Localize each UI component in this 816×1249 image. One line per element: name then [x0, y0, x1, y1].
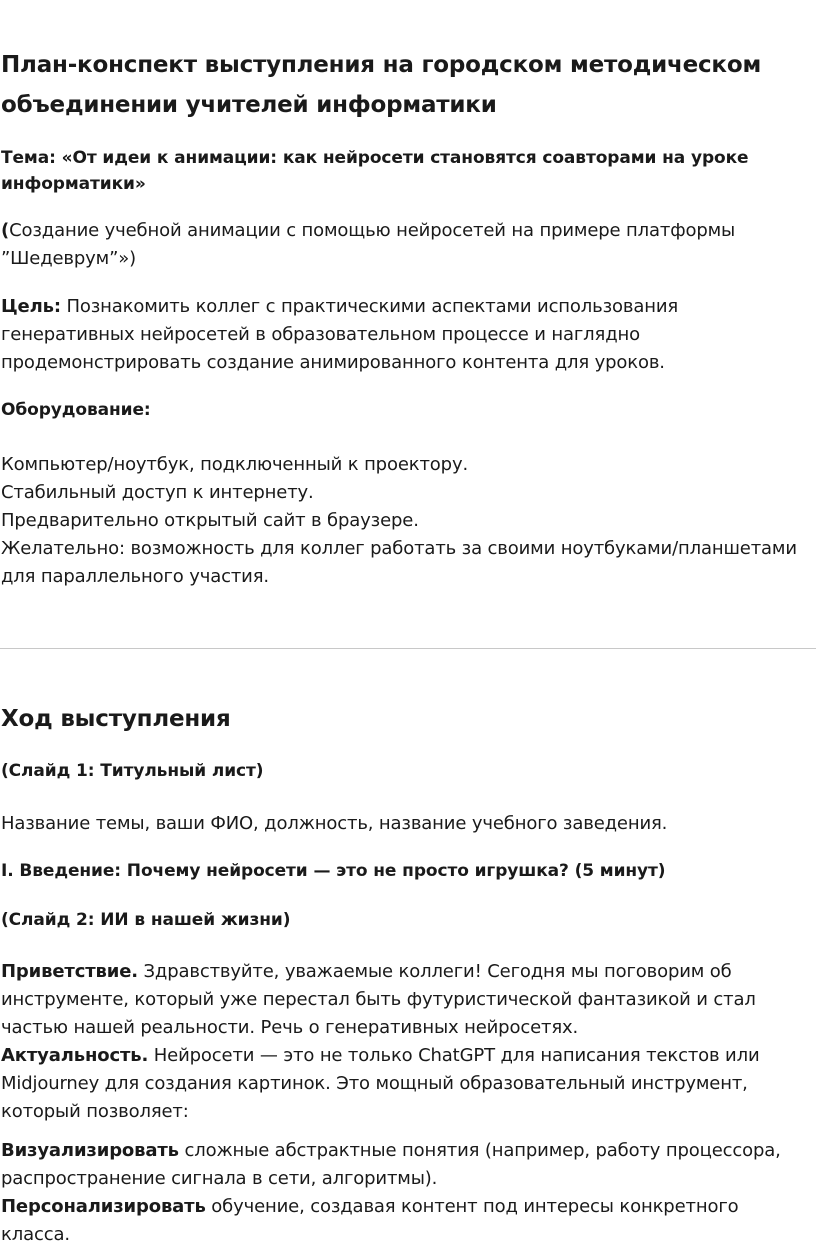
relevance-paragraph: [1, 1042, 810, 1126]
relevance-text: Нейросети — это не только ChatGPT для написания текстов или Midjourney для создания картинок. Это мощный образовательный инструмент, который позволяет:: [1, 1045, 760, 1122]
progress-heading: Ход выступления: [1, 706, 231, 732]
greeting-text: Здравствуйте, уважаемые коллеги! Сегодня мы поговорим об инструменте, который уже перестал быть футуристической фантазикой и стал частью нашей реальности. Речь о генеративных нейросетях.: [1, 961, 756, 1038]
equipment-item: Желательно: возможность для коллег работать за своими ноутбуками/планшетами для параллельного участия.: [1, 538, 797, 587]
topic-value: «От идеи к анимации: как нейросети становятся соавторами на уроке информатики»: [1, 148, 749, 194]
goal-text: Познакомить коллег с практическими аспектами использования генеративных нейросетей в образовательном процессе и наглядно продемонстрировать создание анимированного контента для уроков.: [1, 296, 679, 373]
equipment-heading: Оборудование:: [1, 400, 151, 420]
personalize-text: обучение, создавая контент под интересы конкретного класса.: [1, 1196, 739, 1245]
goal-paragraph: [1, 293, 810, 377]
visualize-label: Визуализировать: [1, 1140, 179, 1161]
personalize-paragraph: [1, 1193, 810, 1249]
relevance-label: Актуальность.: [1, 1045, 149, 1066]
section1-heading: I. Введение: Почему нейросети — это не просто игрушка? (5 минут): [1, 861, 666, 881]
slide2-heading: (Слайд 2: ИИ в нашей жизни): [1, 910, 291, 930]
benefits-block: [1, 1137, 810, 1249]
topic-label: Тема:: [1, 148, 56, 168]
document-title: План-конспект выступления на городском методическом объединении учителей информатики: [1, 52, 762, 118]
greeting-paragraph: [1, 958, 810, 1042]
visualize-text: сложные абстрактные понятия (например, работу процессора, распространение сигнала в сети, алгоритмы).: [1, 1140, 781, 1189]
equipment-list: [1, 451, 810, 591]
equipment-item: Компьютер/ноутбук, подключенный к проектору.: [1, 454, 469, 475]
equipment-item: Стабильный доступ к интернету.: [1, 482, 314, 503]
visualize-paragraph: [1, 1137, 810, 1193]
subtitle-paragraph: [1, 217, 810, 273]
equipment-item: Предварительно открытый сайт в браузере.: [1, 510, 419, 531]
personalize-label: Персонализировать: [1, 1196, 206, 1217]
slide1-text: Название темы, ваши ФИО, должность, название учебного заведения.: [1, 813, 668, 834]
section-divider: [0, 648, 816, 649]
intro-block: [1, 958, 810, 1126]
subtitle-text: Создание учебной анимации с помощью нейросетей на примере платформы ”Шедеврум”»): [1, 220, 736, 269]
goal-label: Цель:: [1, 296, 61, 317]
topic-line: [1, 145, 810, 197]
subtitle-open-paren: (: [1, 220, 10, 241]
slide1-heading: (Слайд 1: Титульный лист): [1, 761, 264, 781]
greeting-label: Приветствие.: [1, 961, 138, 982]
